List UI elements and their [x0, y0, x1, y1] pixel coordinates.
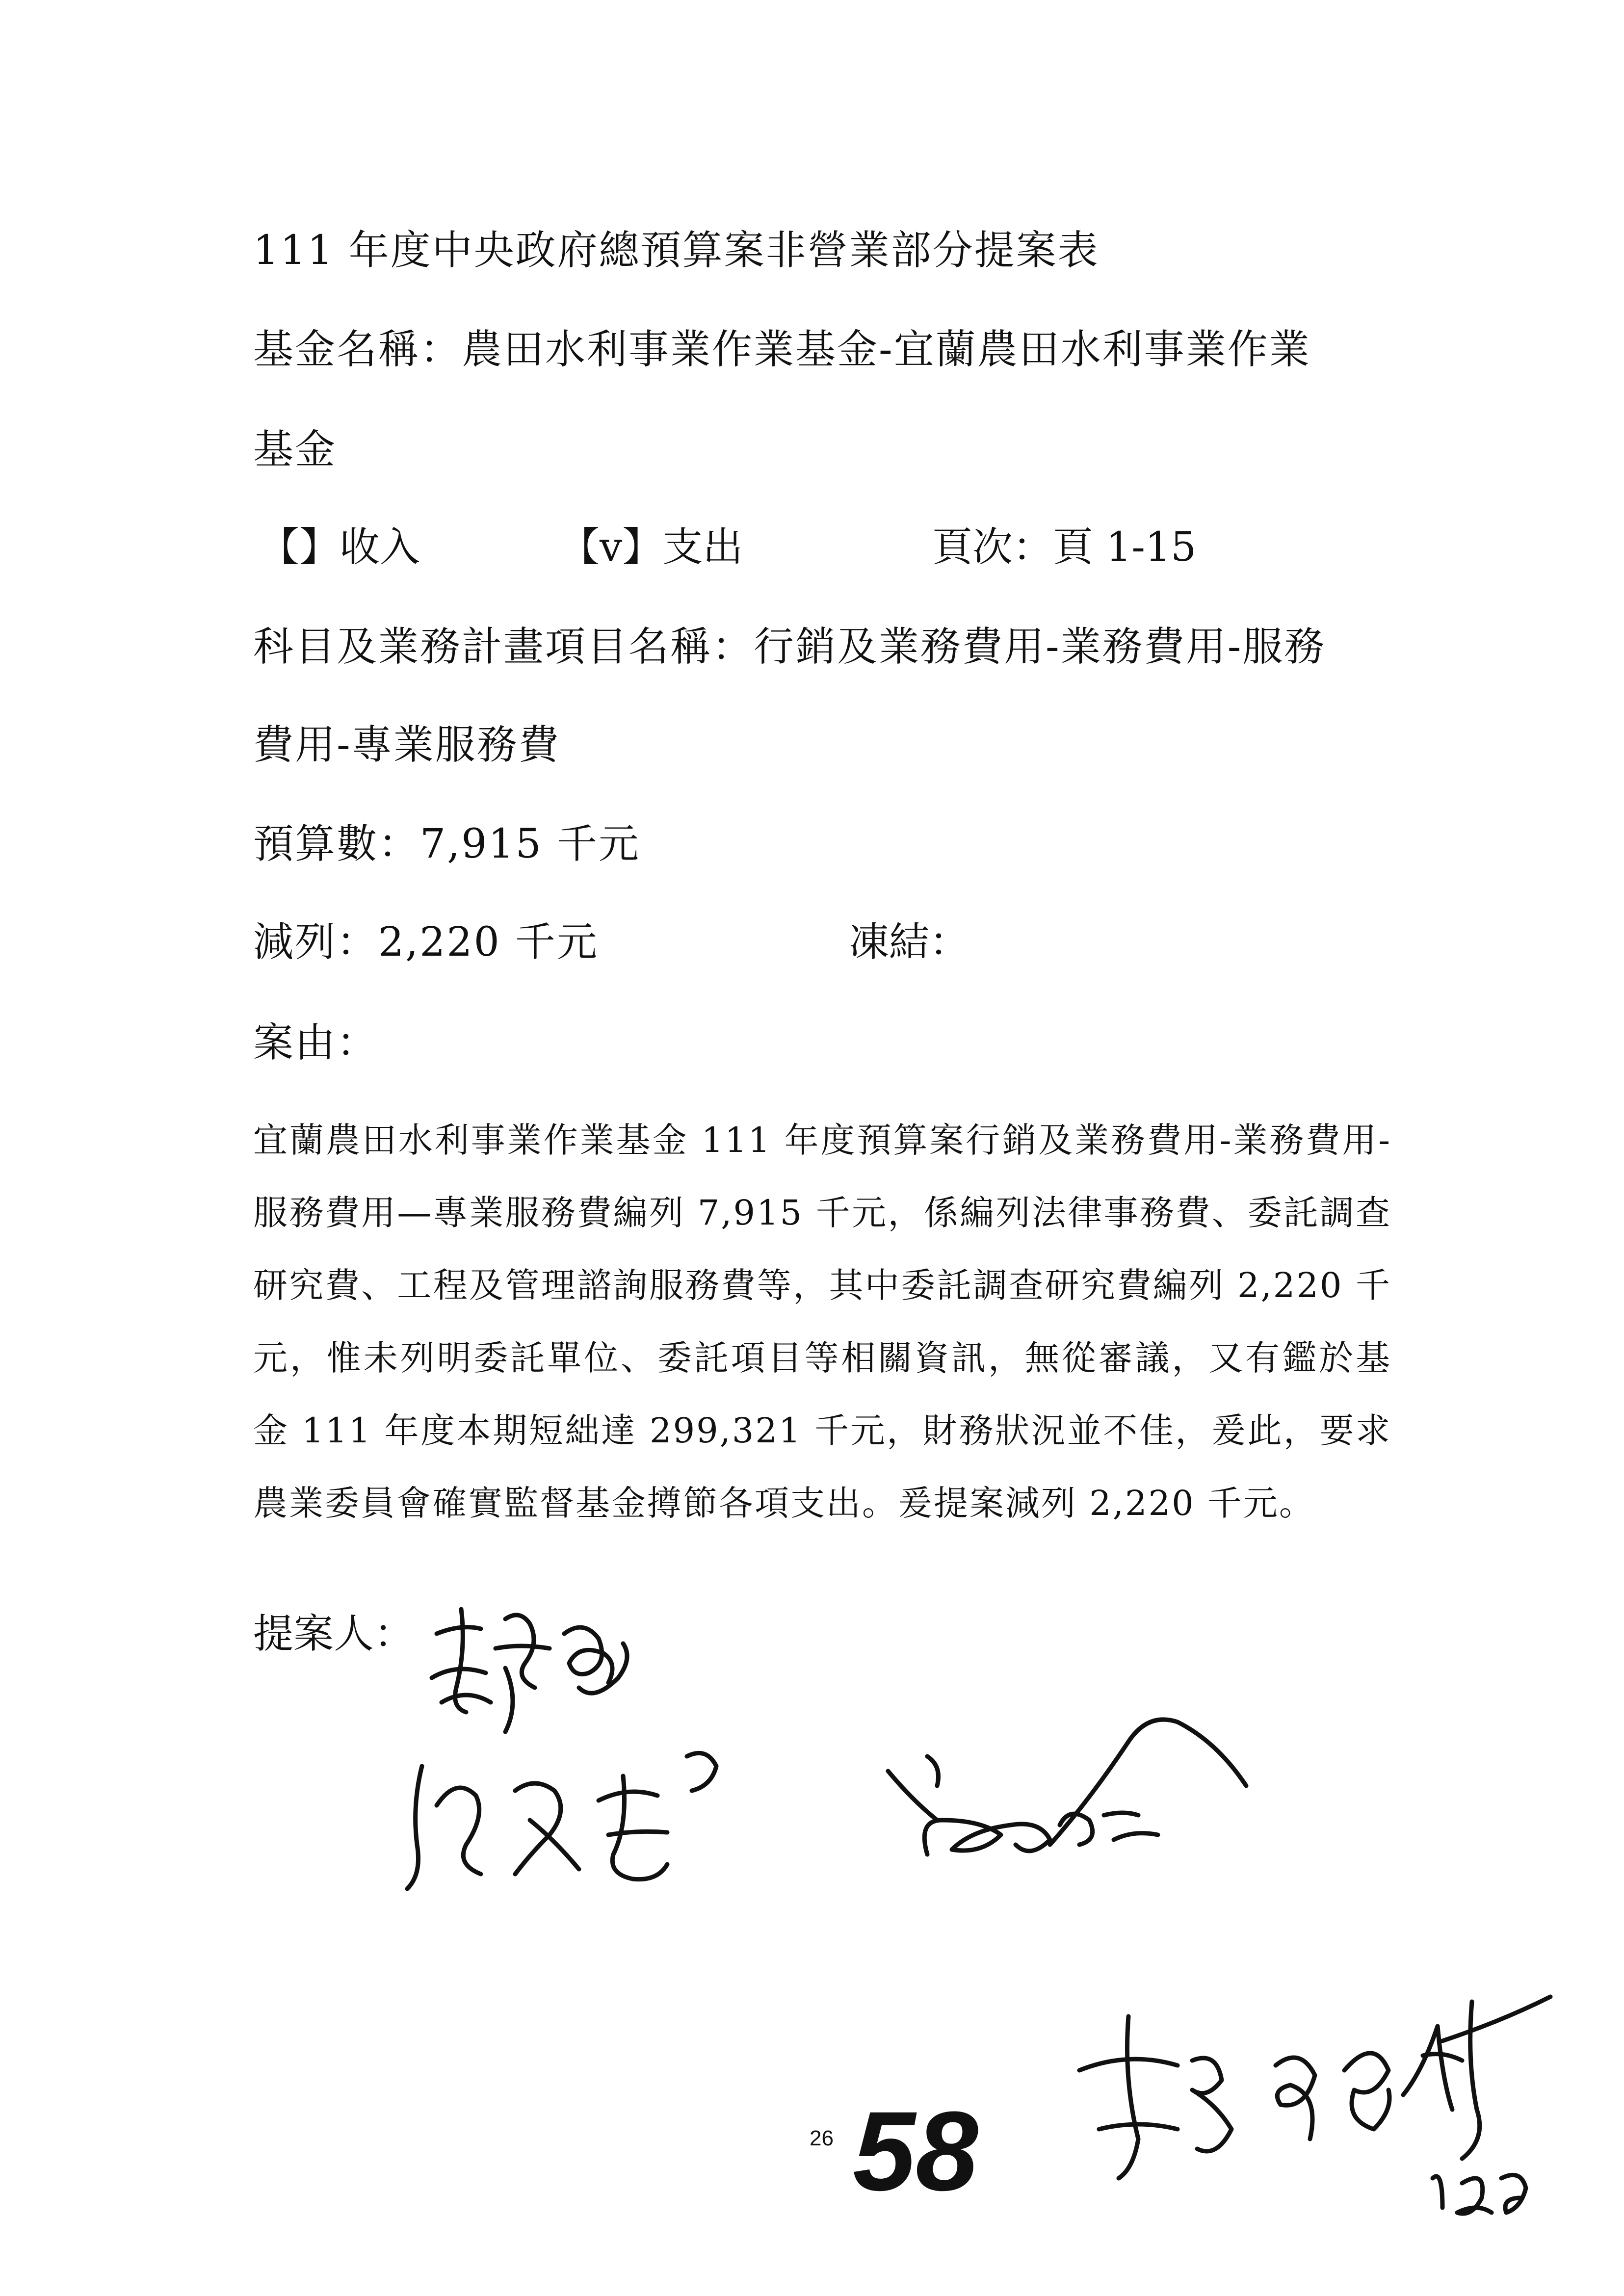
fund-name-line-1: 基金名稱：農田水利事業作業基金-宜蘭農田水利事業作業 [253, 326, 1311, 373]
item-name-line-2: 費用-專業服務費 [253, 722, 560, 768]
title: 111 年度中央政府總預算案非營業部分提案表 [253, 227, 1100, 274]
signature-1 [422, 1590, 648, 1751]
signature-3 [883, 1702, 1285, 1879]
page-number-small: 26 [810, 2126, 834, 2150]
budget-amount: 預算數：7,915 千元 [253, 821, 640, 867]
item-name-line-1: 科目及業務計畫項目名稱：行銷及業務費用-業務費用-服務 [253, 624, 1326, 670]
freeze-label: 凍結： [849, 919, 970, 965]
reason-label: 案由： [253, 1019, 379, 1066]
signature-2 [393, 1747, 810, 1904]
fund-name-line-2: 基金 [253, 426, 337, 473]
proposer-label: 提案人： [253, 1611, 415, 1657]
footer-handwritten-signature [1070, 1982, 1560, 2237]
reason-text: 宜蘭農田水利事業作業基金 111 年度預算案行銷及業務費用-業務費用-服務費用—專業服務費編列 7,915 千元，係編列法律事務費、委託調查研究費、工程及管理諮詢服務費等，其中委託調查研究費編列 2,220 千元，惟未列明委託單位、委託項目等相關資訊，無從審議，又有鑑於基金 111 年度本期短絀達 299,321 千元，財務狀況並不佳，爰此，要求農業委員會確實監督基金撙節各項支出。爰提案減列 2,220 千元。 [253, 1120, 1391, 1523]
page-number-large: 58 [853, 2088, 978, 2214]
reduction-amount: 減列：2,220 千元 [253, 919, 599, 965]
expense-checkbox-label: 【v】支出 [559, 524, 743, 571]
income-checkbox-label: 【】收入 [259, 524, 420, 571]
page-reference: 頁次：頁 1-15 [932, 524, 1197, 571]
